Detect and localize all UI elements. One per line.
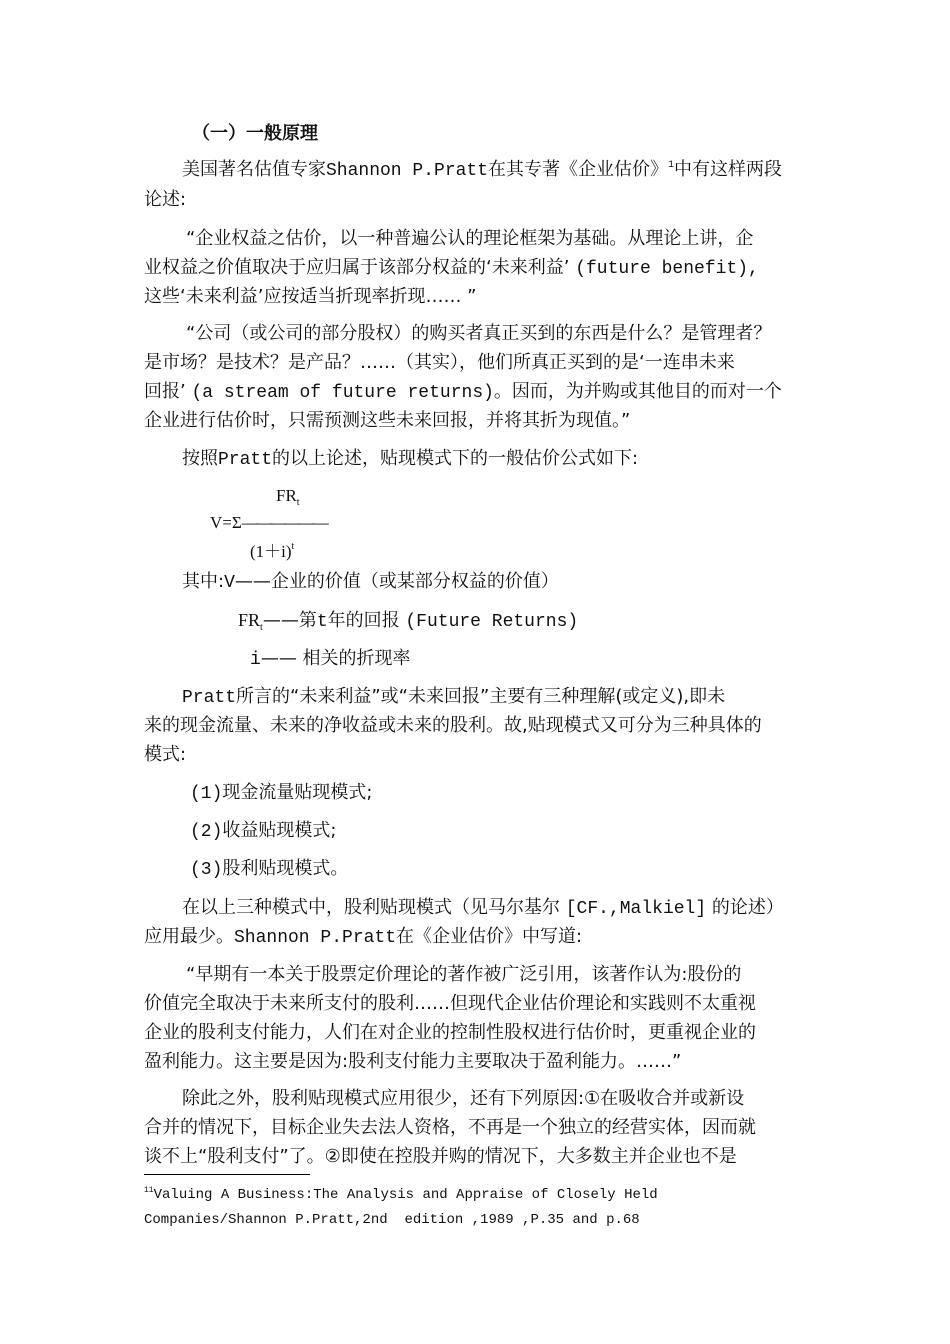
text: 业权益之价值取决于应归属于该部分权益的‘未来利益’ <box>144 257 570 278</box>
quote3-line3: 企业的股利支付能力，人们在对企业的控制性股权进行估价时，更重视企业的 <box>144 1022 756 1043</box>
text: 回报’ <box>144 381 186 402</box>
author-name: Shannon P.Pratt <box>234 928 397 948</box>
quote2-line4: 企业进行估价时，只需预测这些未来回报，并将其折为现值。” <box>144 410 631 431</box>
fraction-bar: —————— <box>241 513 326 532</box>
text: 在以上三种模式中，股利贴现模式（见马尔基尔 <box>182 897 560 918</box>
text: 在其专著《企业估价》 <box>488 159 669 180</box>
quote2-line2: 是市场？是技术？是产品？……（其实），他们所真正买到的是‘一连串未来 <box>144 352 735 373</box>
formula-denominator <box>250 540 294 567</box>
quote1-line2 <box>144 256 759 281</box>
list-number: (3) <box>190 860 223 880</box>
quote2-line3 <box>144 380 782 405</box>
list-item <box>190 781 372 806</box>
list-item <box>190 857 348 882</box>
text: 应用最少。 <box>144 926 234 947</box>
paragraph-dividend-line2 <box>144 925 582 950</box>
quote3-line1: “早期有一本关于股票定价理论的著作被广泛引用，该著作认为:股份的 <box>186 964 742 985</box>
text: 中有这样两段 <box>674 159 783 180</box>
paragraph-models-line3: 模式: <box>144 744 187 765</box>
paragraph-formula-intro <box>182 447 638 472</box>
symbol-t: t <box>316 612 328 632</box>
english-term: (Future Returns) <box>405 612 579 632</box>
english-term: (future benefit), <box>575 259 759 279</box>
text: 的以上论述，贴现模式下的一般估价公式如下: <box>272 448 639 469</box>
text: —— 相关的折现率 <box>260 648 411 669</box>
paragraph-intro-line2: 论述: <box>144 189 187 210</box>
subscript: t <box>260 622 263 633</box>
text: 年的回报 <box>327 610 400 631</box>
formula-main-line <box>210 511 326 535</box>
text: ——企业的价值（或某部分权益的价值） <box>234 571 559 592</box>
section-heading: （一）一般原理 <box>192 123 318 144</box>
name-pratt: Pratt <box>182 688 237 708</box>
text: 的论述） <box>711 897 784 918</box>
paragraph-intro-line1 <box>182 158 782 186</box>
text: 。因而，为并购或其他目的而对一个 <box>493 381 782 402</box>
text: 在《企业估价》中写道: <box>396 926 583 947</box>
definition-i <box>250 647 411 672</box>
footnote-line2: Companies/Shannon P.Pratt,2nd edition ,1989 ,P.35 and p.68 <box>144 1212 640 1228</box>
paragraph-dividend-line1 <box>182 896 784 921</box>
superscript: t <box>291 541 295 552</box>
paragraph-models-line1 <box>182 685 725 710</box>
subscript: t <box>296 497 300 508</box>
paragraph-reasons-line1: 除此之外，股利贴现模式应用很少，还有下列原因:①在吸收合并或新设 <box>182 1088 745 1109</box>
english-term: (a stream of future returns) <box>191 383 494 403</box>
quote1-line3: 这些‘未来利益’应按适当折现率折现…… ” <box>144 286 477 307</box>
footnote-divider <box>144 1174 310 1175</box>
footnote-line1 <box>144 1186 658 1206</box>
quote2-line1: “公司（或公司的部分股权）的购买者真正买到的东西是什么？是管理者？ <box>186 323 772 344</box>
list-text: 现金流量贴现模式; <box>222 782 373 803</box>
quote3-line2: 价值完全取决于未来所支付的股利……但现代企业估价理论和实践则不太重视 <box>144 993 756 1014</box>
symbol-fr: FR <box>238 610 261 630</box>
symbol-v: V <box>224 573 235 593</box>
text: (1＋i) <box>250 542 292 561</box>
quote3-line4: 盈利能力。这主要是因为:股利支付能力主要取决于盈利能力。……” <box>144 1051 682 1072</box>
list-text: 收益贴现模式; <box>222 820 337 841</box>
footnote-mark: 11 <box>144 1186 154 1195</box>
text: 所言的“未来利益”或“未来回报”主要有三种理解(或定义),即未 <box>236 686 726 707</box>
text: V=Σ <box>210 513 242 532</box>
paragraph-reasons-line3: 谈不上“股利支付”了。②即使在控股并购的情况下，大多数主并企业也不是 <box>144 1146 737 1167</box>
list-number: (2) <box>190 822 223 842</box>
text: FR <box>276 486 297 505</box>
paragraph-reasons-line2: 合并的情况下，目标企业失去法人资格，不再是一个独立的经营实体，因而就 <box>144 1117 756 1138</box>
text: Valuing A Business:The Analysis and Appraise of Closely Held <box>153 1187 658 1203</box>
paragraph-models-line2: 来的现金流量、未来的净收益或未来的股利。故,贴现模式又可分为三种具体的 <box>144 715 762 736</box>
list-text: 股利贴现模式。 <box>222 858 349 879</box>
author-name: Shannon P.Pratt <box>326 161 489 181</box>
list-number: (1) <box>190 784 223 804</box>
list-item <box>190 819 336 844</box>
formula-numerator <box>276 484 300 511</box>
citation: [CF.,Malkiel] <box>565 899 707 919</box>
text: ——第 <box>262 610 317 631</box>
text: 按照 <box>182 448 218 469</box>
symbol-i: i <box>250 650 261 670</box>
text: 其中: <box>182 571 225 592</box>
definition-fr <box>238 608 578 636</box>
definition-v <box>182 570 559 595</box>
text: 美国著名估值专家 <box>182 159 326 180</box>
name-pratt: Pratt <box>218 450 273 470</box>
footnote-ref: 1 <box>668 160 675 171</box>
quote1-line1: “企业权益之估价，以一种普遍公认的理论框架为基础。从理论上讲，企 <box>186 228 754 249</box>
